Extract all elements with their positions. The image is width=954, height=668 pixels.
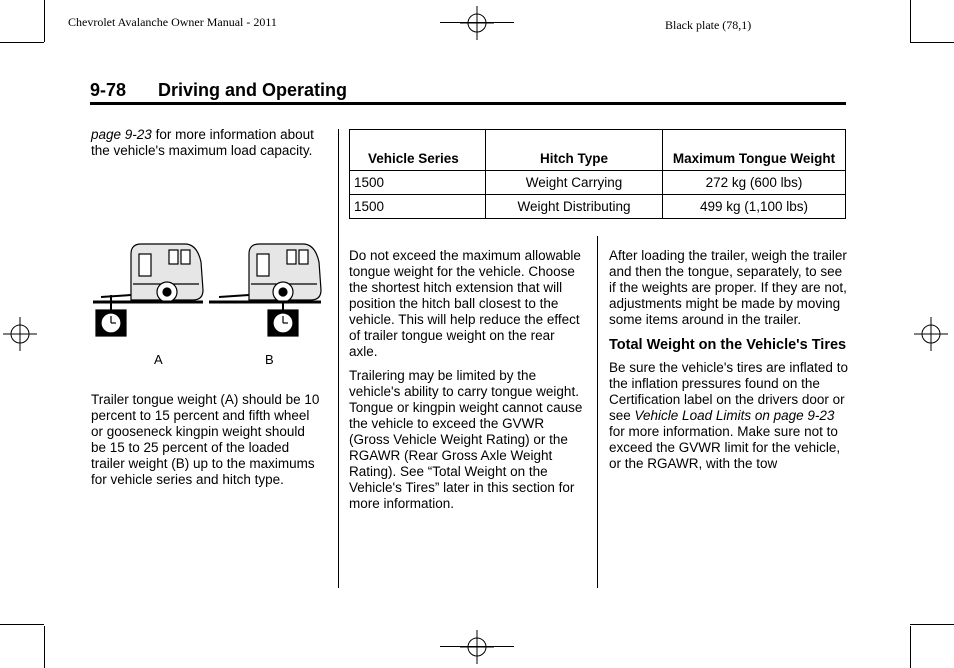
- trailering-limit-paragraph: Trailering may be limited by the vehicle's ability to carry tongue weight. Tongue or kingpin weight cannot cause the vehicle to exceed the GVWR (Gross Vehicle Weight Rating) or the RGAWR (Rear Gross Axle Weight Rating). See “Total Weight on the Vehicle's Tires” later in this section for more information.: [349, 368, 583, 511]
- table-cell: Weight Carrying: [486, 171, 663, 195]
- tire-inflation-paragraph: Be sure the vehicle's tires are inflated to the inflation pressures found on the Certification label on the drivers door or see Vehicle Load Limits on page 9-23 for more information. Make sure not to exceed the GVWR limit for the vehicle, or the RGAWR, with the tow: [609, 360, 848, 471]
- load-capacity-paragraph: page 9-23 for more information about the vehicle's maximum load capacity.: [91, 127, 314, 158]
- tongue-weight-figure: [93, 240, 325, 370]
- registration-mark-top-icon: [460, 6, 494, 40]
- table-row: [350, 171, 846, 195]
- crop-mark-bottom-right-h: [910, 624, 954, 625]
- registration-mark-right-icon: [914, 317, 948, 351]
- crop-mark-top-left-v: [44, 0, 45, 42]
- column-1-intro: [91, 127, 323, 159]
- figure-label-a: A: [154, 352, 163, 367]
- trailer-b-drawing: [209, 244, 321, 336]
- section-title: Driving and Operating: [158, 80, 348, 100]
- heading-rule: [90, 102, 846, 105]
- crop-mark-bottom-right-v: [910, 626, 911, 668]
- column-divider-2: [597, 236, 598, 588]
- table-header-hitch-type: Hitch Type: [486, 130, 663, 171]
- plate-info: Black plate (78,1): [665, 18, 752, 32]
- registration-mark-bottom-icon: [460, 630, 494, 664]
- crop-mark-bottom-left-v: [44, 626, 45, 668]
- crop-mark-top-left-h: [0, 42, 44, 43]
- column-2-text: [349, 248, 585, 512]
- table-cell: 1500: [350, 195, 486, 219]
- table-cell: 499 kg (1,100 lbs): [663, 195, 846, 219]
- registration-mark-left-icon: [3, 317, 37, 351]
- page-heading: [90, 80, 347, 101]
- registration-line-top: [440, 22, 514, 23]
- table-cell: Weight Distributing: [486, 195, 663, 219]
- table-header-max-tongue-weight: Maximum Tongue Weight: [663, 130, 846, 171]
- figure-label-b: B: [265, 352, 274, 367]
- total-weight-subheading: Total Weight on the Vehicle's Tires: [609, 337, 847, 353]
- weigh-trailer-paragraph: After loading the trailer, weigh the trailer and then the tongue, separately, to see if the weights are proper. If they are not, adjustments might be made by moving some items around in the trailer.: [609, 248, 847, 327]
- trailer-a-drawing: [93, 244, 203, 336]
- crop-mark-bottom-left-h: [0, 624, 44, 625]
- page-reference-link[interactable]: page 9-23: [91, 127, 152, 142]
- table-header-row: [350, 130, 846, 171]
- crop-mark-top-right-v: [910, 0, 911, 42]
- manual-title: Chevrolet Avalanche Owner Manual - 2011: [68, 15, 277, 29]
- page-number: 9-78: [90, 80, 127, 100]
- crop-mark-top-right-h: [910, 42, 954, 43]
- registration-line-bottom: [440, 646, 514, 647]
- max-tongue-weight-paragraph: Do not exceed the maximum allowable tongue weight for the vehicle. Choose the shortest hitch extension that will position the hitch ball closest to the vehicle. This will help reduce the effect of trailer tongue weight on the rear axle.: [349, 248, 581, 359]
- table-cell: 272 kg (600 lbs): [663, 171, 846, 195]
- column-3-text: [609, 248, 849, 472]
- table-row: [350, 195, 846, 219]
- tongue-weight-paragraph: Trailer tongue weight (A) should be 10 percent to 15 percent and fifth wheel or gooseneck kingpin weight should be 15 to 25 percent of the loaded trailer weight (B) up to the maximums for vehicle series and hitch type.: [91, 392, 320, 487]
- tongue-weight-table: [349, 129, 846, 219]
- table-header-vehicle-series: Vehicle Series: [350, 130, 486, 171]
- trailer-weight-illustration: [93, 240, 325, 370]
- column-divider-1: [338, 129, 339, 588]
- table-cell: 1500: [350, 171, 486, 195]
- vehicle-load-limits-link[interactable]: Vehicle Load Limits on page 9-23: [634, 408, 835, 423]
- column-1-text: [91, 392, 323, 488]
